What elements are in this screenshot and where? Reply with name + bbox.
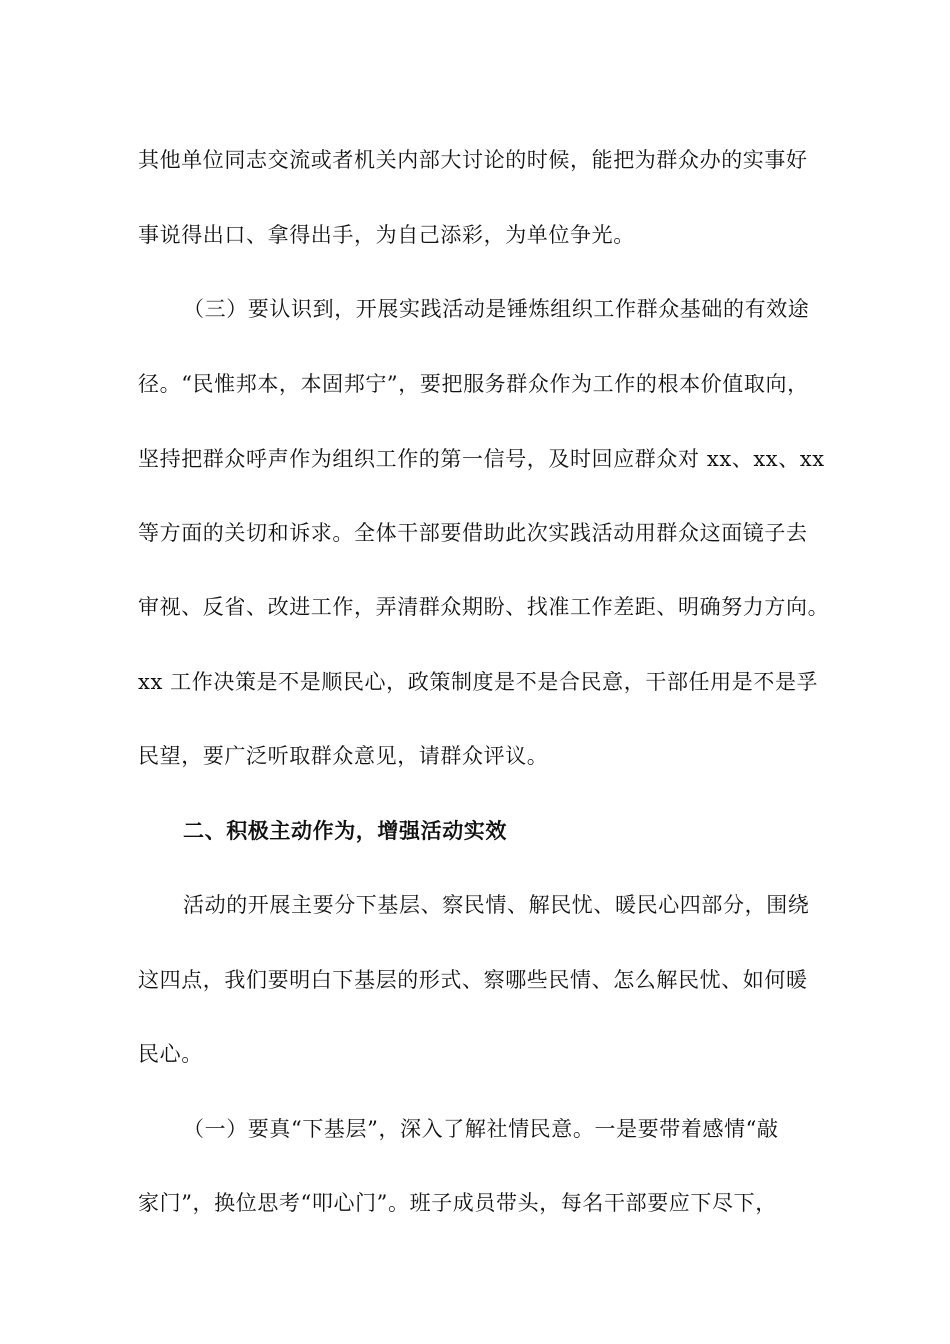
paragraph-line: 民望，要广泛听取群众意见，请群众评议。 [138, 744, 549, 768]
paragraph-line: 径。“民惟邦本，本固邦宁”，要把服务群众作为工作的根本价值取向， [138, 372, 809, 396]
paragraph-line: 家门”，换位思考“叩心门”。班子成员带头，每名干部要应下尽下， [138, 1191, 777, 1215]
paragraph-line: xx 工作决策是不是顺民心，政策制度是不是合民意，干部任用是不是孚 [138, 670, 819, 694]
paragraph-line: 其他单位同志交流或者机关内部大讨论的时候，能把为群众办的实事好 [138, 148, 808, 172]
paragraph-line: 活动的开展主要分下基层、察民情、解民忧、暖民心四部分，围绕 [183, 893, 810, 917]
paragraph-line: 民心。 [138, 1042, 203, 1066]
paragraph-line: 这四点，我们要明白下基层的形式、察哪些民情、怎么解民忧、如何暖 [138, 968, 808, 992]
paragraph-line: 事说得出口、拿得出手，为自己添彩，为单位争光。 [138, 223, 635, 247]
paragraph-line: 审视、反省、改进工作，弄清群众期盼、找准工作差距、明确努力方向。 [138, 595, 830, 619]
section-heading: 二、积极主动作为，增强活动实效 [183, 818, 507, 843]
paragraph-line: （三）要认识到，开展实践活动是锤炼组织工作群众基础的有效途 [183, 297, 810, 321]
paragraph-line: （一）要真“下基层”，深入了解社情民意。一是要带着感情“敲 [183, 1117, 779, 1141]
paragraph-line: 等方面的关切和诉求。全体干部要借助此次实践活动用群众这面镜子去 [138, 521, 808, 545]
paragraph-line: 坚持把群众呼声作为组织工作的第一信号，及时回应群众对 xx、xx、xx [138, 447, 825, 471]
